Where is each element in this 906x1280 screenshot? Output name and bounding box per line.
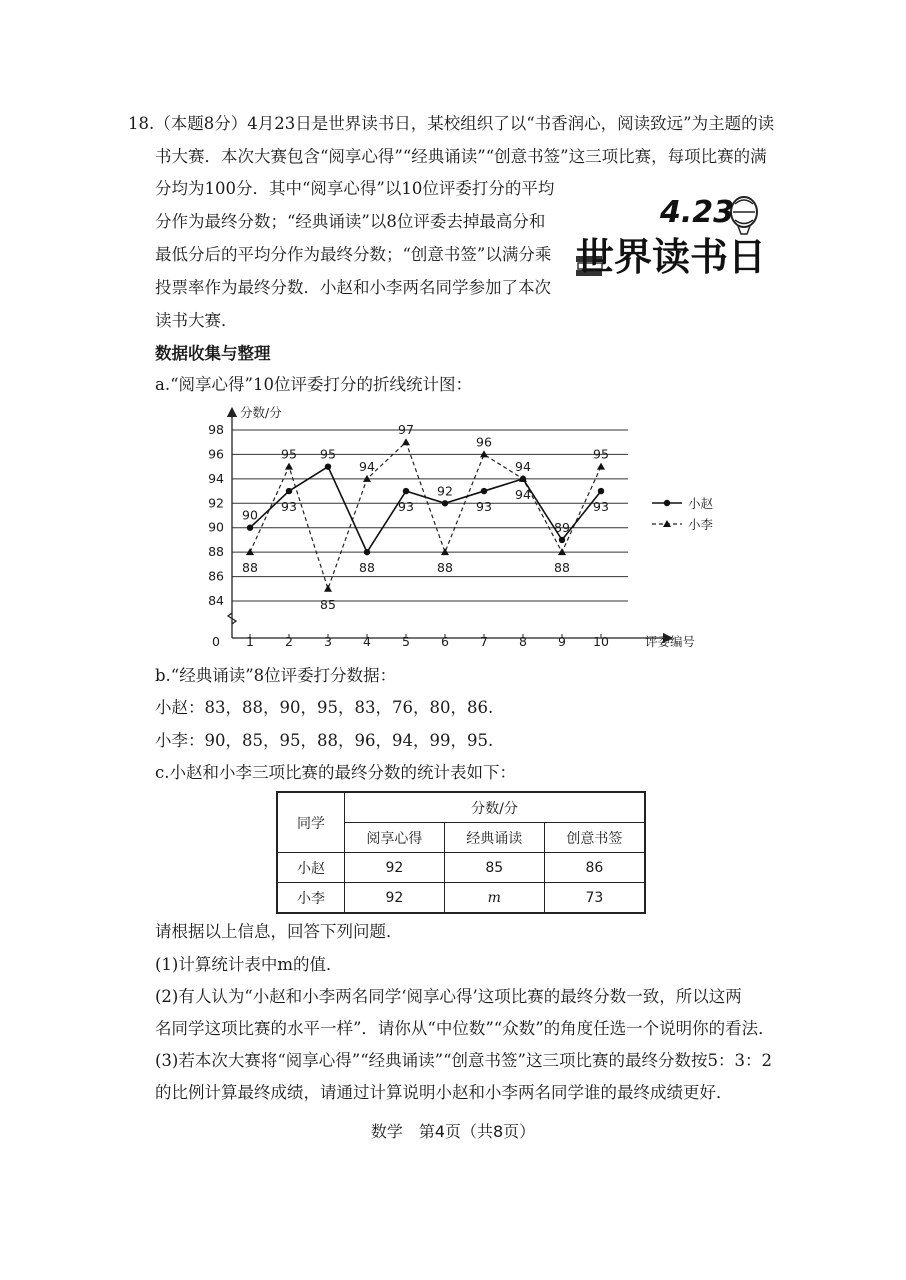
li-data-label: 95 bbox=[593, 446, 609, 462]
question-3-line-1: (3)若本次大赛将“阅享心得”“经典诵读”“创意书签”这三项比赛的最终分数按5：3：2 bbox=[155, 1051, 772, 1070]
zhao-point bbox=[286, 488, 292, 494]
y-tick-label: 96 bbox=[208, 446, 224, 462]
row-name: 小赵 bbox=[277, 853, 345, 883]
legend-label-li: 小李 bbox=[688, 517, 714, 532]
zhao-data-label: 93 bbox=[476, 499, 492, 515]
header-subcol: 阅享心得 bbox=[345, 823, 445, 853]
header-student: 同学 bbox=[277, 792, 345, 853]
legend-label-zhao: 小赵 bbox=[688, 496, 714, 511]
zhao-data-label: 90 bbox=[242, 507, 258, 523]
y-tick-label: 94 bbox=[208, 470, 224, 486]
problem-line-6: 投票率作为最终分数．小赵和小李两名同学参加了本次 bbox=[155, 278, 551, 297]
x-axis-label: 评委编号 bbox=[645, 634, 696, 649]
problem-line-5: 最低分后的平均分作为最终分数；“创意书签”以满分乘 bbox=[155, 245, 552, 264]
zhao-data-label: 94 bbox=[515, 458, 531, 474]
row-value: 85 bbox=[444, 853, 544, 883]
li-data-label: 88 bbox=[437, 560, 453, 576]
header-subcol: 经典诵读 bbox=[444, 823, 544, 853]
y-axis-label: 分数/分 bbox=[240, 405, 282, 420]
logo-title: 世界读书日 bbox=[576, 235, 766, 279]
zhao-data-label: 93 bbox=[593, 499, 609, 515]
prompt: 请根据以上信息，回答下列问题． bbox=[155, 922, 403, 941]
y-tick-label: 98 bbox=[208, 422, 224, 437]
question-2-line-2: 名同学这项比赛的水平一样”．请你从“中位数”“众数”的角度任选一个说明你的看法． bbox=[155, 1019, 775, 1038]
y-tick-label: 90 bbox=[208, 519, 224, 535]
li-data-label: 94 bbox=[515, 486, 531, 502]
zhao-point bbox=[598, 488, 604, 494]
part-a-title: a.“阅享心得”10位评委打分的折线统计图： bbox=[155, 375, 472, 394]
li-point bbox=[246, 548, 254, 555]
x-tick-label: 4 bbox=[363, 634, 371, 649]
zhao-data-label: 88 bbox=[359, 560, 375, 576]
x-tick-label: 5 bbox=[402, 634, 410, 649]
zhao-data-label: 93 bbox=[281, 499, 297, 515]
logo-date: 4.23 bbox=[660, 195, 735, 230]
li-point bbox=[324, 585, 332, 592]
question-1: (1)计算统计表中m的值． bbox=[155, 955, 343, 974]
header-score-group: 分数/分 bbox=[345, 792, 646, 823]
li-point bbox=[558, 548, 566, 555]
y-tick-label: 84 bbox=[208, 593, 224, 608]
x-tick-label: 2 bbox=[285, 634, 293, 649]
judges-line-chart bbox=[190, 400, 714, 662]
x-tick-label: 10 bbox=[593, 634, 609, 649]
y-tick-label: 86 bbox=[208, 568, 224, 584]
zhao-data-label: 89 bbox=[554, 519, 570, 535]
x-tick-label: 7 bbox=[480, 634, 488, 649]
x-tick-label: 6 bbox=[441, 634, 449, 649]
x-tick-label: 1 bbox=[246, 634, 254, 649]
li-point bbox=[597, 463, 605, 470]
y-axis bbox=[228, 412, 236, 638]
li-data-label: 88 bbox=[554, 560, 570, 576]
table-row bbox=[277, 853, 645, 883]
zhao-point bbox=[559, 537, 565, 543]
problem-line-7: 读书大赛． bbox=[155, 311, 238, 330]
li-point bbox=[441, 548, 449, 555]
li-data-label: 96 bbox=[476, 434, 492, 450]
zhao-data-label: 92 bbox=[437, 483, 453, 499]
zhao-data-label: 95 bbox=[320, 446, 336, 462]
zhao-point bbox=[247, 525, 253, 531]
row-value-unknown: m bbox=[444, 883, 544, 914]
zhao-point bbox=[325, 463, 331, 469]
li-data-label: 95 bbox=[281, 446, 297, 462]
legend-marker-zhao bbox=[664, 500, 670, 506]
li-point bbox=[402, 438, 410, 445]
hot-air-balloon-icon bbox=[731, 197, 757, 234]
part-b-title: b.“经典诵读”8位评委打分数据： bbox=[155, 666, 397, 685]
question-3-line-2: 的比例计算最终成绩，请通过计算说明小赵和小李两名同学谁的最终成绩更好． bbox=[155, 1083, 733, 1102]
table-row bbox=[277, 883, 645, 914]
row-value: 92 bbox=[345, 853, 445, 883]
row-value: 92 bbox=[345, 883, 445, 914]
series-line-li bbox=[250, 442, 601, 589]
score-table bbox=[276, 791, 646, 914]
world-book-day-logo bbox=[572, 194, 768, 292]
page-footer: 数学 第4页（共8页） bbox=[370, 1122, 536, 1141]
zhao-point bbox=[442, 500, 448, 506]
row-name: 小李 bbox=[277, 883, 345, 914]
problem-line-4: 分作为最终分数；“经典诵读”以8位评委去掉最高分和 bbox=[155, 212, 546, 231]
section-title: 数据收集与整理 bbox=[155, 344, 271, 363]
problem-line-3: 分均为100分．其中“阅享心得”以10位评委打分的平均 bbox=[155, 179, 555, 198]
zhao-point bbox=[403, 488, 409, 494]
y-tick-label: 92 bbox=[208, 495, 224, 511]
x-tick-label: 9 bbox=[558, 634, 566, 649]
zhao-point bbox=[364, 549, 370, 555]
origin-label: 0 bbox=[212, 634, 220, 649]
y-tick-label: 88 bbox=[208, 544, 224, 560]
x-tick-label: 3 bbox=[324, 634, 332, 649]
li-data-label: 94 bbox=[359, 458, 375, 474]
problem-line-1: 18.（本题8分）4月23日是世界读书日，某校组织了以“书香润心，阅读致远”为主题的读 bbox=[128, 114, 775, 133]
problem-line-2: 书大赛．本次大赛包含“阅享心得”“经典诵读”“创意书签”这三项比赛，每项比赛的满 bbox=[155, 147, 767, 166]
li-data-label: 85 bbox=[320, 596, 336, 612]
li-data-label: 88 bbox=[242, 560, 258, 576]
zhao-point bbox=[481, 488, 487, 494]
row-value: 86 bbox=[544, 853, 645, 883]
zhao-point bbox=[520, 476, 526, 482]
header-subcol: 创意书签 bbox=[544, 823, 645, 853]
part-b-zhao: 小赵：83，88，90，95，83，76，80，86. bbox=[155, 698, 494, 717]
part-c-title: c.小赵和小李三项比赛的最终分数的统计表如下： bbox=[155, 763, 516, 782]
part-b-li: 小李：90，85，95，88，96，94，99，95. bbox=[155, 731, 494, 750]
li-point bbox=[480, 450, 488, 457]
li-point bbox=[285, 463, 293, 470]
zhao-data-label: 93 bbox=[398, 499, 414, 515]
question-2-line-1: (2)有人认为“小赵和小李两名同学‘阅享心得’这项比赛的最终分数一致，所以这两 bbox=[155, 987, 742, 1006]
row-value: 73 bbox=[544, 883, 645, 914]
li-data-label: 97 bbox=[398, 422, 414, 438]
series-line-zhao bbox=[250, 467, 601, 552]
x-tick-label: 8 bbox=[519, 634, 527, 649]
